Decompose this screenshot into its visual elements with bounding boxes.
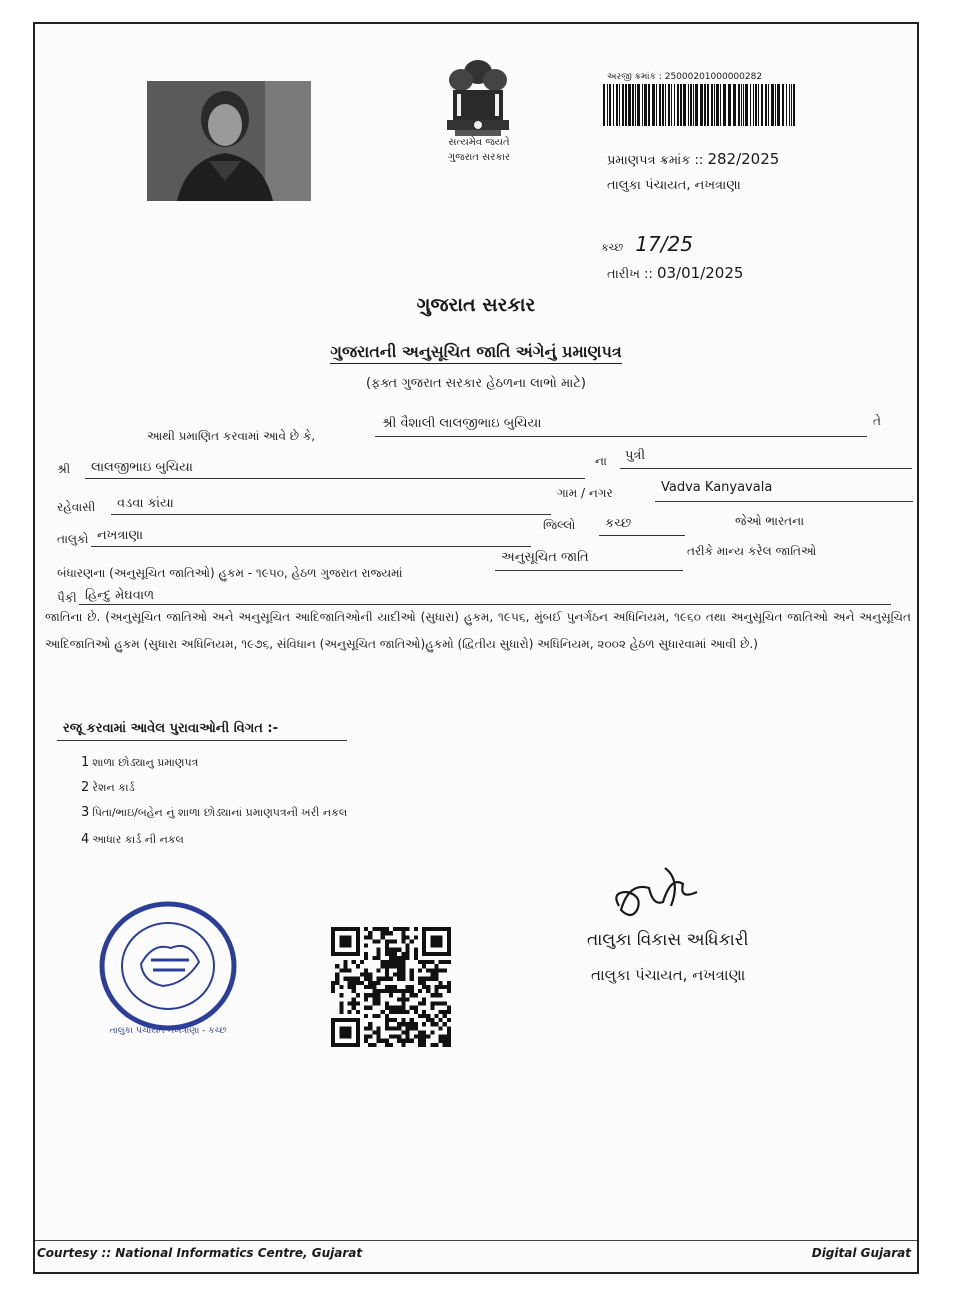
applicant-photo [147, 81, 311, 201]
officer-designation: તાલુકા વિકાસ અધિકારી [587, 930, 749, 950]
barcode [601, 84, 801, 126]
qr-code [331, 927, 451, 1047]
recognized-text: તરીકે માન્ય કરેલ જાતિઓ [687, 544, 817, 558]
register-number: કચ્છ 17/25 [601, 232, 693, 256]
seal-text: તાલુકા પંચાયત નખત્રાણા - કચ્છ [109, 1026, 227, 1036]
applicant-name: શ્રી વૈશાલી લાલજીભાઇ બુચિયા [382, 416, 542, 431]
legal-paragraph: જાતિના છે. (અનુસૂચિત જાતિઓ અને અનુસૂચિત આદિજાતિઓની યાદીઓ (સુધારા) હુકમ, ૧૯૫૬, મુંબઈ પુનર્ગઠન અધિનિયમ, ૧૯૬૦ તથા અનુસૂચિત જાતિઓ અને અનુસૂચિત આદિજાતિઓ હુકમ (સુધારા અધિનિયમ, ૧૯૭૬, સંવિધાન (અનુસૂચિત જાતિઓ)હુકમો (દ્વિતીય સુધારો) અધિનિયમ, ૨૦૦૨ હેઠળ સુધારવામાં આવી છે.) [45, 610, 911, 651]
among-label: પૈકી [57, 591, 77, 605]
constitution-text: બંધારણના (અનુસૂચિત જાતિઓ) હુકમ - ૧૯૫૦, હેઠળ ગુજરાત રાજ્યમાં [57, 566, 403, 580]
emblem-caption: ગુજરાત સરકાર [447, 152, 511, 163]
india-text: જેઓ ભારતના [735, 514, 805, 528]
footer-digital-gujarat: Digital Gujarat [811, 1246, 911, 1260]
issuer-office: તાલુકા પંચાયત, નખત્રાણા [607, 178, 741, 193]
office-seal-icon [93, 894, 243, 1039]
category-value: અનુસૂચિત જાતિ [501, 550, 589, 565]
resident-value: વડવા કાંયા [117, 496, 174, 511]
certificate-number: પ્રમાણપત્ર ક્રમાંક :: 282/2025 [607, 150, 780, 168]
district-value: કચ્છ [605, 516, 632, 531]
certificate-subtitle: (ફક્ત ગુજરાત સરકાર હેઠળના લાભો માટે) [366, 376, 586, 391]
certify-label: આથી પ્રમાણિત કરવામાં આવે છે કે, [147, 429, 316, 443]
evidence-item: 4 આધાર કાર્ડ ની નકલ [81, 832, 184, 847]
evidence-item: 2 રેશન કાર્ડ [81, 780, 135, 795]
application-number: અરજી ક્રમાંક : 25000201000000282 [607, 72, 763, 82]
resident-label: રહેવાસી [57, 500, 96, 514]
certificate-title: ગુજરાતની અનુસૂચિત જાતિ અંગેનું પ્રમાણપત્ર [35, 342, 917, 362]
footer-courtesy: Courtesy :: National Informatics Centre, Gujarat [37, 1246, 363, 1260]
caste-value: હિન્દુ મેઘવાળ [85, 588, 155, 603]
issue-date: તારીખ :: 03/01/2025 [607, 264, 744, 282]
evidence-heading: રજૂ કરવામાં આવેલ પુરાવાઓની વિગત :- [63, 721, 278, 736]
emblem-motto: સત્યમેવ જયતે [448, 137, 510, 148]
village-value: Vadva Kanyavala [661, 480, 773, 495]
taluka-value: નખત્રાણા [97, 528, 144, 543]
village-label: ગામ / નગર [557, 486, 613, 500]
taluka-label: તાલુકો [57, 532, 89, 546]
evidence-item: 3 પિતા/ભાઇ/બહેન નું શાળા છોડ્યાનાં પ્રમાણપત્રની ખરી નકલ [81, 805, 348, 820]
government-title: ગુજરાત સરકાર [416, 294, 536, 316]
officer-office: તાલુકા પંચાયત, નખત્રાણા [591, 966, 746, 984]
father-name: લાલજીભાઇ બુચિયા [91, 460, 193, 475]
district-label: જિલ્લો [543, 518, 576, 532]
te-label: તે [873, 414, 881, 428]
evidence-item: 1 શાળા છોડ્યાનુ પ્રમાણપત્ર [81, 755, 199, 770]
shri-label: શ્રી [57, 462, 71, 476]
certificate-sheet [33, 22, 919, 1274]
officer-signature-icon [609, 862, 709, 924]
relation: પુત્રી [625, 448, 646, 463]
na-label: ના [595, 454, 607, 468]
